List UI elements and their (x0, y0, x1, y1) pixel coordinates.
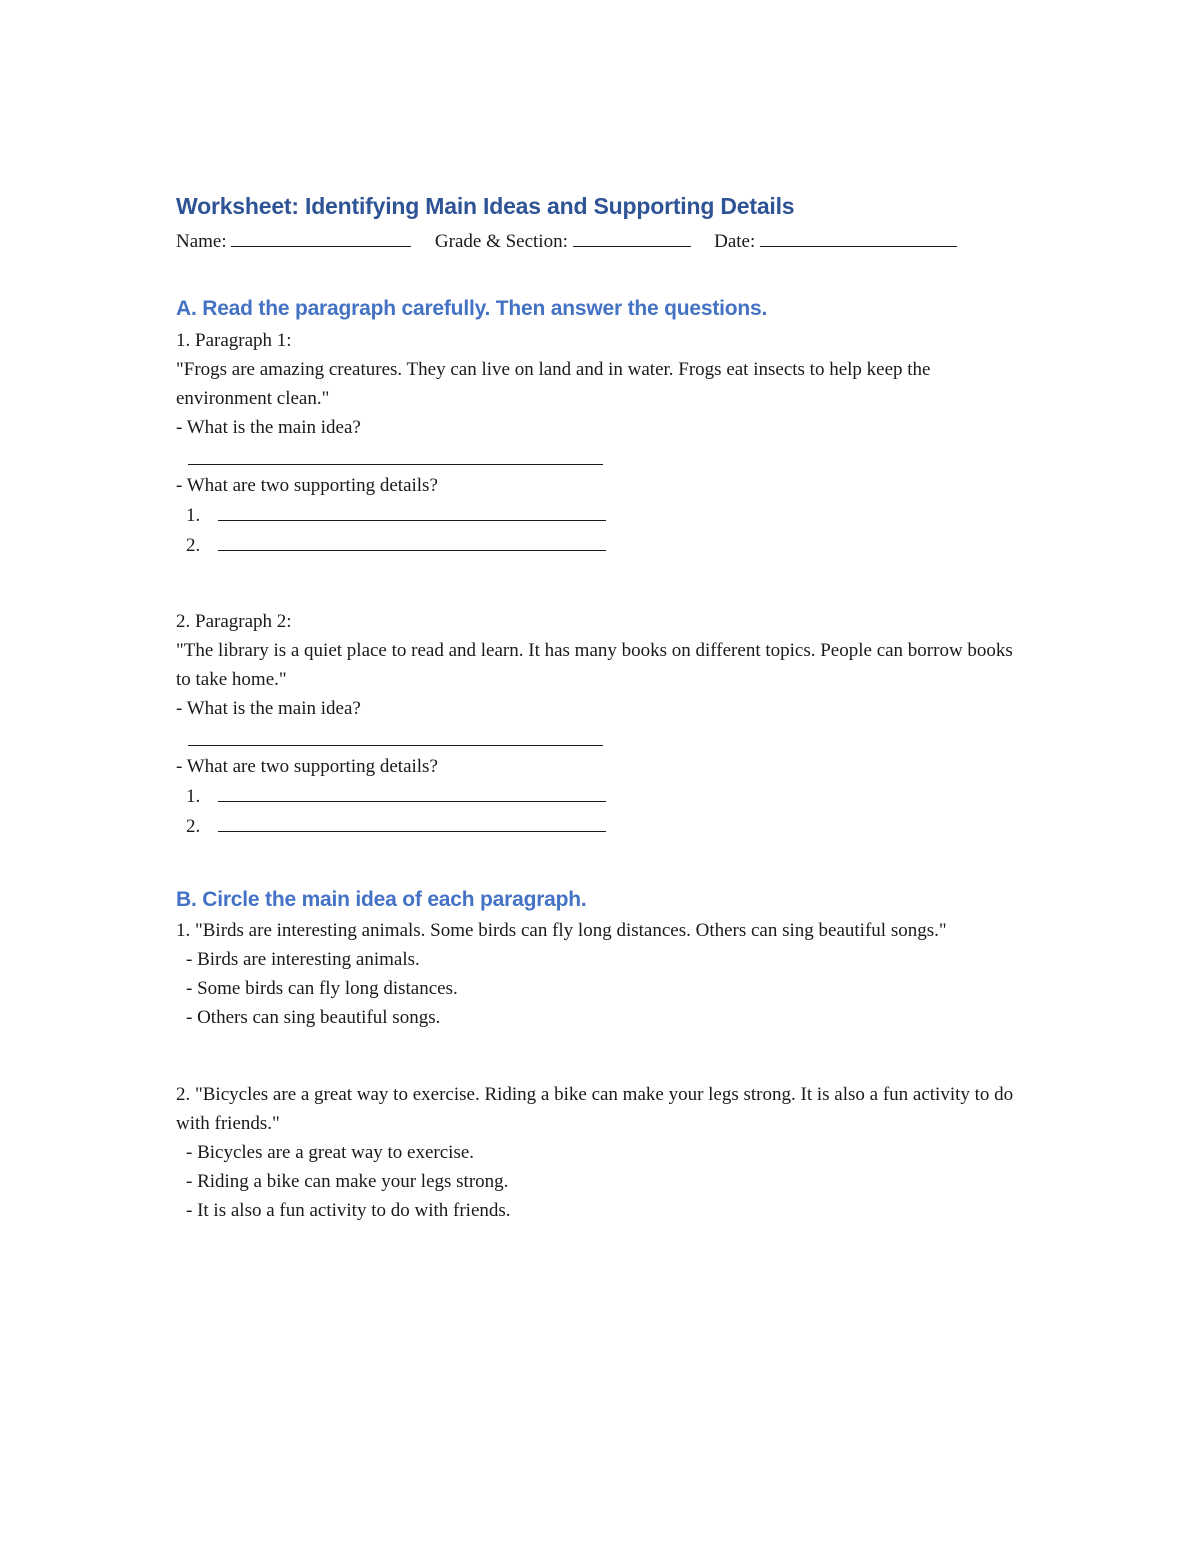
main-idea-option[interactable]: - Riding a bike can make your legs strong. (186, 1171, 509, 1192)
main-idea-question: - What is the main idea? (176, 417, 361, 438)
main-idea-option[interactable]: - Bicycles are a great way to exercise. (186, 1142, 475, 1163)
detail-number: 1. (186, 786, 201, 807)
circle-item-2 (176, 1080, 1036, 1225)
detail-answer-1[interactable] (176, 781, 1036, 811)
grade-section-label: Grade & Section: (434, 231, 568, 252)
section-a-heading: A. Read the paragraph carefully. Then answer the questions. (176, 297, 768, 320)
supporting-details-question: - What are two supporting details? (176, 475, 438, 496)
supporting-details-question: - What are two supporting details? (176, 756, 438, 777)
date-field[interactable] (760, 228, 957, 247)
paragraph-item-2 (176, 607, 1036, 841)
date-label: Date: (714, 231, 756, 252)
section-b-heading: B. Circle the main idea of each paragraph. (176, 888, 587, 911)
circle-item-1 (176, 916, 1036, 1032)
detail-answer-2[interactable] (176, 811, 1036, 841)
main-idea-answer-line[interactable] (176, 442, 1036, 471)
name-field[interactable] (231, 228, 411, 247)
detail-answer-1[interactable] (176, 500, 1036, 530)
paragraph-label: 1. Paragraph 1: (176, 330, 292, 351)
paragraph-quote: 1. "Birds are interesting animals. Some birds can fly long distances. Others can sing beautiful songs." (176, 920, 947, 941)
main-idea-question: - What is the main idea? (176, 698, 361, 719)
main-idea-answer-line[interactable] (176, 723, 1036, 752)
main-idea-option[interactable]: - Birds are interesting animals. (186, 949, 420, 970)
detail-answer-2[interactable] (176, 530, 1036, 560)
main-idea-option[interactable]: - Some birds can fly long distances. (186, 978, 458, 999)
grade-section-field[interactable] (573, 228, 691, 247)
name-label: Name: (176, 231, 227, 252)
detail-number: 2. (186, 535, 201, 556)
student-info-row (176, 228, 1036, 256)
main-idea-option[interactable]: - It is also a fun activity to do with friends. (186, 1200, 511, 1221)
worksheet-title: Worksheet: Identifying Main Ideas and Supporting Details (176, 193, 795, 219)
paragraph-quote: "The library is a quiet place to read and learn. It has many books on different topics. People can borrow books to take home." (176, 640, 1013, 690)
main-idea-option[interactable]: - Others can sing beautiful songs. (186, 1007, 441, 1028)
paragraph-quote: "Frogs are amazing creatures. They can live on land and in water. Frogs eat insects to help keep the environment clean." (176, 359, 931, 409)
paragraph-label: 2. Paragraph 2: (176, 611, 292, 632)
paragraph-item-1 (176, 326, 1036, 560)
paragraph-quote: 2. "Bicycles are a great way to exercise. Riding a bike can make your legs strong. It is also a fun activity to do with friends." (176, 1084, 1014, 1134)
detail-number: 1. (186, 505, 201, 526)
worksheet-page (176, 190, 1036, 1225)
detail-number: 2. (186, 816, 201, 837)
